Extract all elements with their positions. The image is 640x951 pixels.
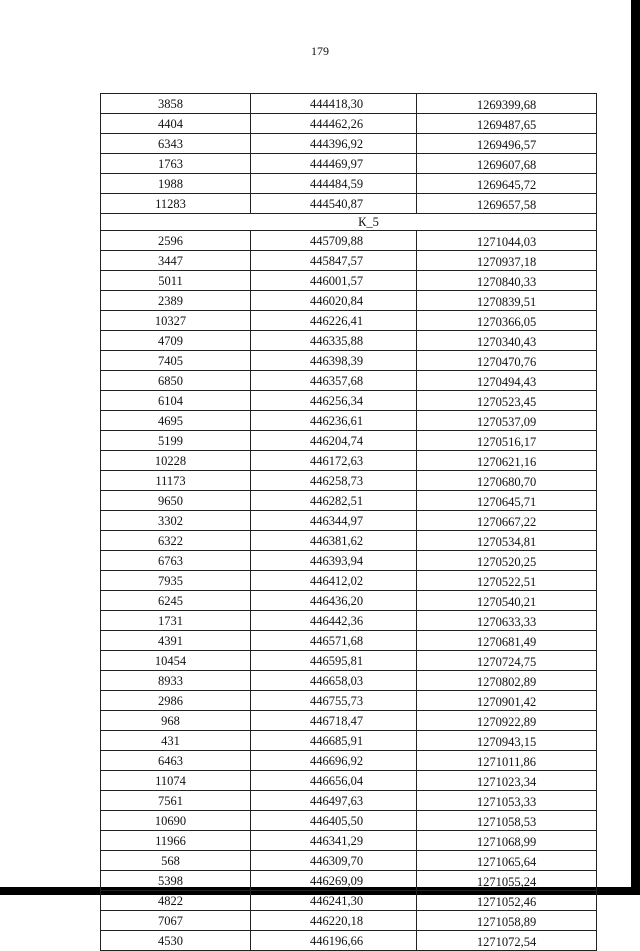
x-coordinate-cell: 446497,63 bbox=[251, 791, 417, 811]
point-number-cell: 1731 bbox=[101, 611, 251, 631]
x-coordinate-cell: 446335,88 bbox=[251, 331, 417, 351]
point-number-cell: 7405 bbox=[101, 351, 251, 371]
y-coordinate-cell: 1269487,65 bbox=[417, 114, 597, 134]
table-row bbox=[101, 751, 597, 771]
x-coordinate-cell: 446258,73 bbox=[251, 471, 417, 491]
x-coordinate-cell: 446755,73 bbox=[251, 691, 417, 711]
table-row bbox=[101, 891, 597, 911]
point-number-cell: 6104 bbox=[101, 391, 251, 411]
x-coordinate-cell: 444469,97 bbox=[251, 154, 417, 174]
x-coordinate-cell: 446236,61 bbox=[251, 411, 417, 431]
table-row bbox=[101, 331, 597, 351]
x-coordinate-cell: 446282,51 bbox=[251, 491, 417, 511]
table-row bbox=[101, 631, 597, 651]
x-coordinate-cell: 446595,81 bbox=[251, 651, 417, 671]
table-row bbox=[101, 291, 597, 311]
x-coordinate-cell: 446398,39 bbox=[251, 351, 417, 371]
x-coordinate-cell: 446001,57 bbox=[251, 271, 417, 291]
point-number-cell: 5398 bbox=[101, 871, 251, 891]
table-row bbox=[101, 671, 597, 691]
y-coordinate-cell: 1270494,43 bbox=[417, 371, 597, 391]
y-coordinate-cell: 1271052,46 bbox=[417, 891, 597, 911]
y-coordinate-cell: 1270470,76 bbox=[417, 351, 597, 371]
point-number-cell: 5199 bbox=[101, 431, 251, 451]
y-coordinate-cell: 1271058,53 bbox=[417, 811, 597, 831]
table-row bbox=[101, 94, 597, 114]
point-number-cell: 3858 bbox=[101, 94, 251, 114]
y-coordinate-cell: 1270516,17 bbox=[417, 431, 597, 451]
point-number-cell: 3447 bbox=[101, 251, 251, 271]
y-coordinate-cell: 1270667,22 bbox=[417, 511, 597, 531]
table-row bbox=[101, 451, 597, 471]
table-row bbox=[101, 651, 597, 671]
point-number-cell: 6463 bbox=[101, 751, 251, 771]
y-coordinate-cell: 1271058,89 bbox=[417, 911, 597, 931]
point-number-cell: 6322 bbox=[101, 531, 251, 551]
x-coordinate-cell: 446020,84 bbox=[251, 291, 417, 311]
y-coordinate-cell: 1270922,89 bbox=[417, 711, 597, 731]
table-row bbox=[101, 471, 597, 491]
point-number-cell: 6850 bbox=[101, 371, 251, 391]
x-coordinate-cell: 446220,18 bbox=[251, 911, 417, 931]
table-row bbox=[101, 231, 597, 251]
y-coordinate-cell: 1270340,43 bbox=[417, 331, 597, 351]
x-coordinate-cell: 444396,92 bbox=[251, 134, 417, 154]
point-number-cell: 6763 bbox=[101, 551, 251, 571]
point-number-cell: 2596 bbox=[101, 231, 251, 251]
x-coordinate-cell: 446696,92 bbox=[251, 751, 417, 771]
x-coordinate-cell: 446658,03 bbox=[251, 671, 417, 691]
y-coordinate-cell: 1270523,45 bbox=[417, 391, 597, 411]
point-number-cell: 10690 bbox=[101, 811, 251, 831]
y-coordinate-cell: 1270645,71 bbox=[417, 491, 597, 511]
scan-edge-right bbox=[631, 0, 640, 895]
table-row bbox=[101, 691, 597, 711]
coordinates-table bbox=[100, 93, 597, 951]
point-number-cell: 568 bbox=[101, 851, 251, 871]
y-coordinate-cell: 1270681,49 bbox=[417, 631, 597, 651]
table-row bbox=[101, 871, 597, 891]
x-coordinate-cell: 444484,59 bbox=[251, 174, 417, 194]
x-coordinate-cell: 446393,94 bbox=[251, 551, 417, 571]
table-row bbox=[101, 114, 597, 134]
point-number-cell: 4709 bbox=[101, 331, 251, 351]
x-coordinate-cell: 446357,68 bbox=[251, 371, 417, 391]
y-coordinate-cell: 1270540,21 bbox=[417, 591, 597, 611]
table-row bbox=[101, 411, 597, 431]
y-coordinate-cell: 1269657,58 bbox=[417, 194, 597, 214]
x-coordinate-cell: 444418,30 bbox=[251, 94, 417, 114]
table-row bbox=[101, 251, 597, 271]
point-number-cell: 7935 bbox=[101, 571, 251, 591]
point-number-cell: 8933 bbox=[101, 671, 251, 691]
x-coordinate-cell: 444462,26 bbox=[251, 114, 417, 134]
y-coordinate-cell: 1271068,99 bbox=[417, 831, 597, 851]
y-coordinate-cell: 1270802,89 bbox=[417, 671, 597, 691]
table-row bbox=[101, 531, 597, 551]
coordinates-table-body bbox=[101, 94, 597, 951]
y-coordinate-cell: 1271023,34 bbox=[417, 771, 597, 791]
x-coordinate-cell: 446685,91 bbox=[251, 731, 417, 751]
y-coordinate-cell: 1270943,15 bbox=[417, 731, 597, 751]
section-label: К_5 bbox=[101, 214, 597, 231]
point-number-cell: 1763 bbox=[101, 154, 251, 174]
table-row bbox=[101, 311, 597, 331]
point-number-cell: 10228 bbox=[101, 451, 251, 471]
x-coordinate-cell: 444540,87 bbox=[251, 194, 417, 214]
y-coordinate-cell: 1271065,64 bbox=[417, 851, 597, 871]
y-coordinate-cell: 1271053,33 bbox=[417, 791, 597, 811]
point-number-cell: 11074 bbox=[101, 771, 251, 791]
table-row bbox=[101, 711, 597, 731]
x-coordinate-cell: 446226,41 bbox=[251, 311, 417, 331]
x-coordinate-cell: 446309,70 bbox=[251, 851, 417, 871]
table-row bbox=[101, 731, 597, 751]
point-number-cell: 2389 bbox=[101, 291, 251, 311]
y-coordinate-cell: 1270621,16 bbox=[417, 451, 597, 471]
x-coordinate-cell: 446718,47 bbox=[251, 711, 417, 731]
x-coordinate-cell: 446269,09 bbox=[251, 871, 417, 891]
y-coordinate-cell: 1269496,57 bbox=[417, 134, 597, 154]
point-number-cell: 4695 bbox=[101, 411, 251, 431]
table-row bbox=[101, 391, 597, 411]
x-coordinate-cell: 446381,62 bbox=[251, 531, 417, 551]
y-coordinate-cell: 1270901,42 bbox=[417, 691, 597, 711]
x-coordinate-cell: 446196,66 bbox=[251, 931, 417, 951]
point-number-cell: 11966 bbox=[101, 831, 251, 851]
x-coordinate-cell: 446204,74 bbox=[251, 431, 417, 451]
y-coordinate-cell: 1271055,24 bbox=[417, 871, 597, 891]
table-row bbox=[101, 351, 597, 371]
y-coordinate-cell: 1271072,54 bbox=[417, 931, 597, 951]
table-row bbox=[101, 851, 597, 871]
y-coordinate-cell: 1269399,68 bbox=[417, 94, 597, 114]
point-number-cell: 2986 bbox=[101, 691, 251, 711]
table-row bbox=[101, 771, 597, 791]
x-coordinate-cell: 446172,63 bbox=[251, 451, 417, 471]
point-number-cell: 4530 bbox=[101, 931, 251, 951]
x-coordinate-cell: 446412,02 bbox=[251, 571, 417, 591]
y-coordinate-cell: 1269645,72 bbox=[417, 174, 597, 194]
x-coordinate-cell: 446656,04 bbox=[251, 771, 417, 791]
table-row bbox=[101, 931, 597, 951]
point-number-cell: 6343 bbox=[101, 134, 251, 154]
y-coordinate-cell: 1270534,81 bbox=[417, 531, 597, 551]
y-coordinate-cell: 1271044,03 bbox=[417, 231, 597, 251]
y-coordinate-cell: 1270522,51 bbox=[417, 571, 597, 591]
y-coordinate-cell: 1270937,18 bbox=[417, 251, 597, 271]
table-row bbox=[101, 791, 597, 811]
x-coordinate-cell: 446344,97 bbox=[251, 511, 417, 531]
table-row bbox=[101, 491, 597, 511]
x-coordinate-cell: 446436,20 bbox=[251, 591, 417, 611]
point-number-cell: 11283 bbox=[101, 194, 251, 214]
x-coordinate-cell: 446241,30 bbox=[251, 891, 417, 911]
x-coordinate-cell: 445709,88 bbox=[251, 231, 417, 251]
table-row bbox=[101, 611, 597, 631]
page-number: 179 bbox=[311, 44, 329, 58]
y-coordinate-cell: 1270633,33 bbox=[417, 611, 597, 631]
point-number-cell: 9650 bbox=[101, 491, 251, 511]
point-number-cell: 11173 bbox=[101, 471, 251, 491]
x-coordinate-cell: 446256,34 bbox=[251, 391, 417, 411]
y-coordinate-cell: 1270520,25 bbox=[417, 551, 597, 571]
point-number-cell: 10454 bbox=[101, 651, 251, 671]
point-number-cell: 6245 bbox=[101, 591, 251, 611]
table-row bbox=[101, 134, 597, 154]
point-number-cell: 1988 bbox=[101, 174, 251, 194]
table-row bbox=[101, 811, 597, 831]
point-number-cell: 4391 bbox=[101, 631, 251, 651]
x-coordinate-cell: 446571,68 bbox=[251, 631, 417, 651]
table-row bbox=[101, 194, 597, 214]
table-row bbox=[101, 154, 597, 174]
point-number-cell: 968 bbox=[101, 711, 251, 731]
table-row bbox=[101, 831, 597, 851]
point-number-cell: 3302 bbox=[101, 511, 251, 531]
section-row bbox=[101, 214, 597, 231]
table-row bbox=[101, 174, 597, 194]
table-row bbox=[101, 551, 597, 571]
y-coordinate-cell: 1270537,09 bbox=[417, 411, 597, 431]
y-coordinate-cell: 1270839,51 bbox=[417, 291, 597, 311]
y-coordinate-cell: 1270680,70 bbox=[417, 471, 597, 491]
table-row bbox=[101, 571, 597, 591]
x-coordinate-cell: 446341,29 bbox=[251, 831, 417, 851]
table-row bbox=[101, 431, 597, 451]
point-number-cell: 10327 bbox=[101, 311, 251, 331]
x-coordinate-cell: 445847,57 bbox=[251, 251, 417, 271]
point-number-cell: 7561 bbox=[101, 791, 251, 811]
table-row bbox=[101, 911, 597, 931]
y-coordinate-cell: 1270366,05 bbox=[417, 311, 597, 331]
table-row bbox=[101, 271, 597, 291]
point-number-cell: 431 bbox=[101, 731, 251, 751]
y-coordinate-cell: 1270840,33 bbox=[417, 271, 597, 291]
table-row bbox=[101, 511, 597, 531]
point-number-cell: 5011 bbox=[101, 271, 251, 291]
y-coordinate-cell: 1270724,75 bbox=[417, 651, 597, 671]
point-number-cell: 4822 bbox=[101, 891, 251, 911]
x-coordinate-cell: 446405,50 bbox=[251, 811, 417, 831]
table-row bbox=[101, 371, 597, 391]
table-row bbox=[101, 591, 597, 611]
point-number-cell: 4404 bbox=[101, 114, 251, 134]
y-coordinate-cell: 1271011,86 bbox=[417, 751, 597, 771]
y-coordinate-cell: 1269607,68 bbox=[417, 154, 597, 174]
x-coordinate-cell: 446442,36 bbox=[251, 611, 417, 631]
point-number-cell: 7067 bbox=[101, 911, 251, 931]
